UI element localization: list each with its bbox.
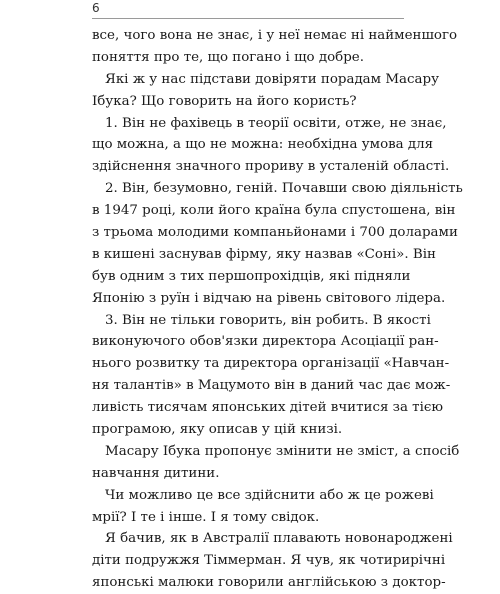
text-line: в кишені заснував фірму, яку назвав «Соні». Він <box>92 246 436 262</box>
text-line: 1. Він не фахівець в теорії освіти, отже, не знає, <box>105 115 447 131</box>
text-line: в 1947 році, коли його країна була спустошена, він <box>92 203 456 219</box>
text-line: з трьома молодими компаньйонами і 700 доларами <box>92 225 458 241</box>
text-line: програмою, яку описав у цій книзі. <box>92 422 343 438</box>
text-line: ливість тисячам японських дітей вчитися за тією <box>92 400 444 416</box>
text-line: навчання дитини. <box>92 465 220 481</box>
text-line: 3. Він не тільки говорить, він робить. В якості <box>105 312 431 328</box>
text-line: нього розвитку та директора організації «Навчан- <box>92 356 450 372</box>
text-line: поняття про те, що погано і що добре. <box>92 49 364 65</box>
text-line: виконуючого обов'язки директора Асоціації ран- <box>92 334 439 350</box>
text-line: Японію з руїн і відчаю на рівень світового лідера. <box>92 290 446 306</box>
text-line: був одним з тих першопрохідців, які підняли <box>92 268 411 284</box>
text-line: японські малюки говорили англійською з доктор- <box>92 575 446 591</box>
text-line: ня талантів» в Мацумото він в даний час дає мож- <box>92 378 451 394</box>
text-line: Масару Ібука пропонує змінити не зміст, а спосіб <box>105 443 460 459</box>
body-text <box>92 25 463 594</box>
text-line: здійснення значного прориву в усталеній області. <box>92 159 450 175</box>
text-line: все, чого вона не знає, і у неї немає ні найменшого <box>92 28 458 43</box>
text-line: 2. Він, безумовно, геній. Почавши свою діяльність <box>105 181 463 197</box>
page-header <box>92 0 404 19</box>
text-line: діти подружжя Тіммерман. Я чув, як чотирирічні <box>92 553 446 569</box>
text-line: Чи можливо це все здійснити або ж це рожеві <box>105 487 434 503</box>
text-line: мрії? І те і інше. І я тому свідок. <box>92 509 320 525</box>
text-line: Я бачив, як в Австралії плавають новонароджені <box>105 531 453 547</box>
text-line: Ібука? Що говорить на його користь? <box>92 93 357 109</box>
text-line: Які ж у нас підстави довіряти порадам Масару <box>105 71 439 87</box>
text-line: що можна, а що не можна: необхідна умова для <box>92 137 434 153</box>
page-number: 6 <box>92 1 100 15</box>
